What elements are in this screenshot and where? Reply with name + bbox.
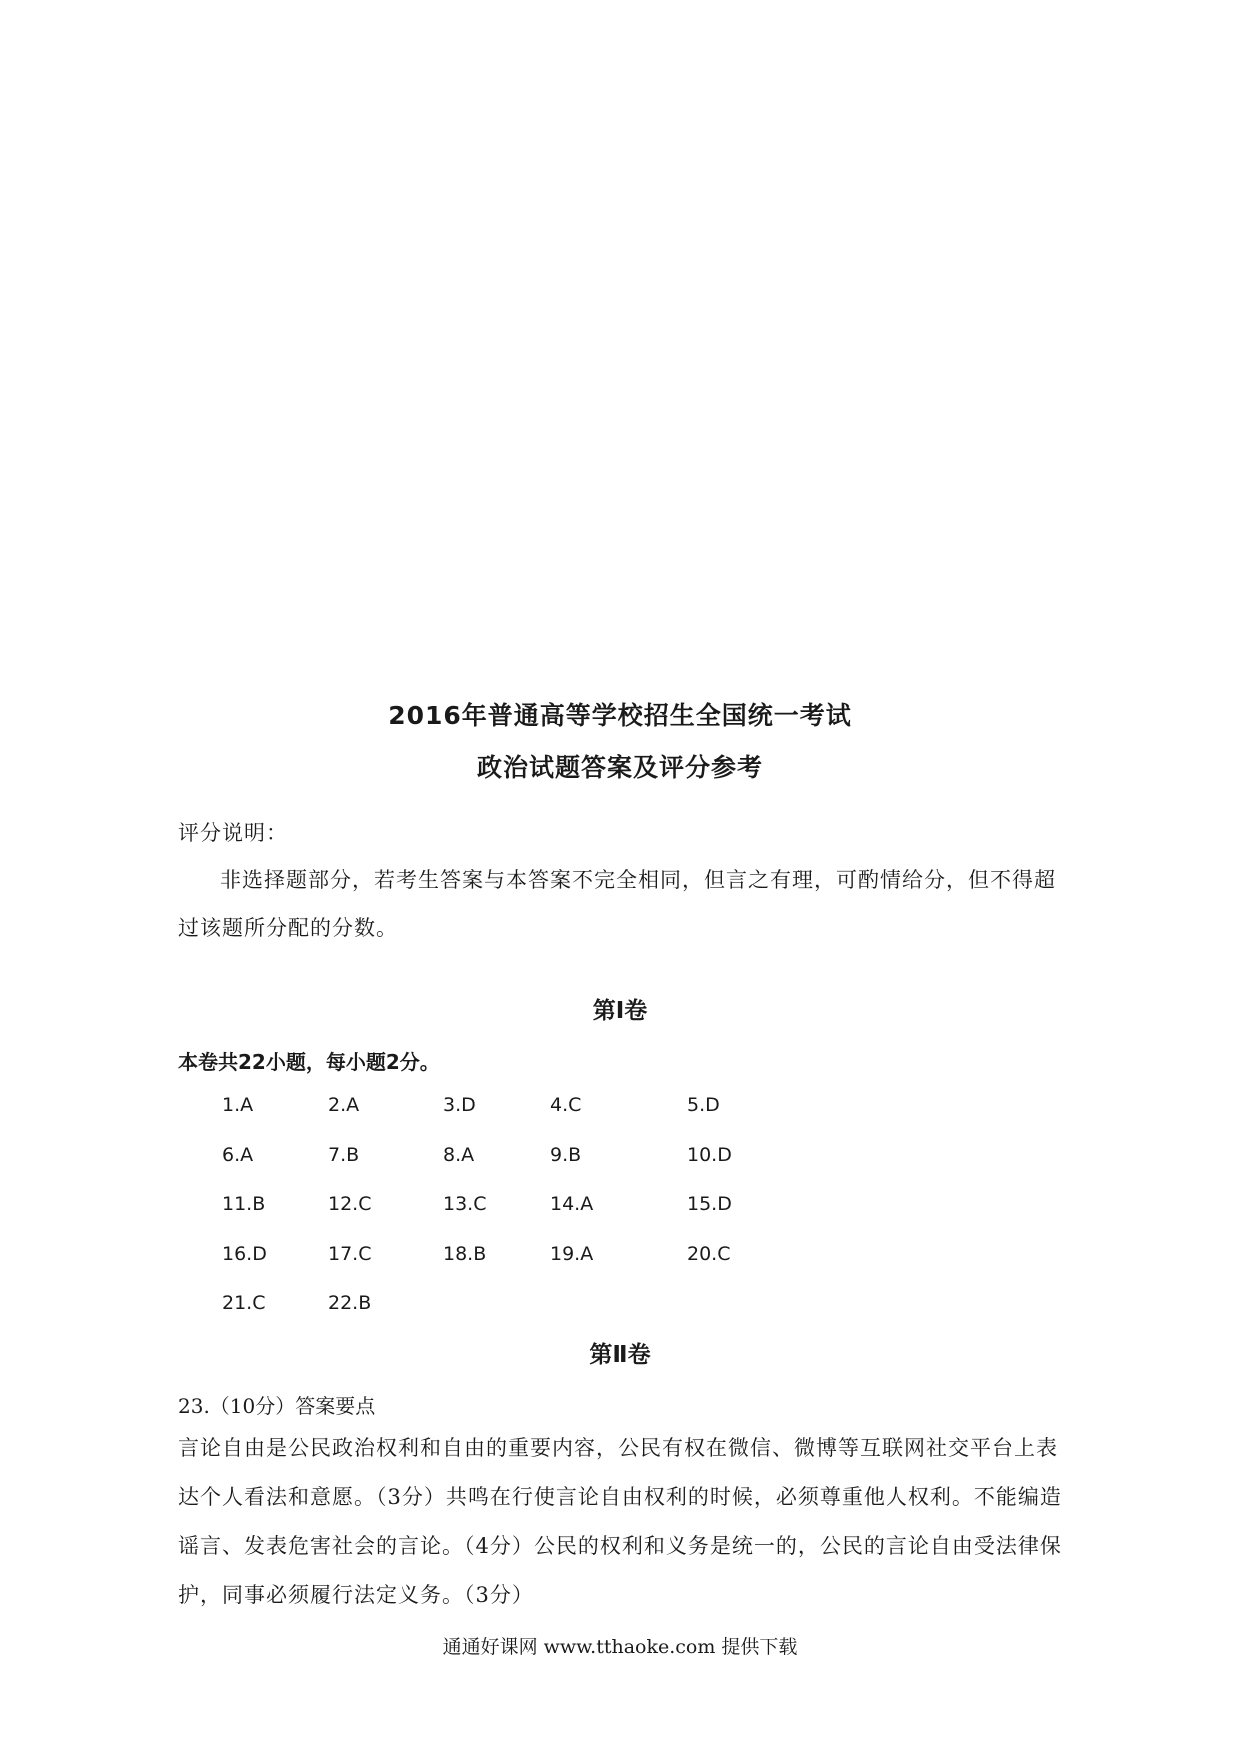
- section-1-note: 本卷共22小题，每小题2分。: [178, 1050, 440, 1074]
- answer-item: 6.A: [222, 1143, 254, 1166]
- answer-item: 3.D: [443, 1094, 476, 1116]
- section-1-title: 第Ⅰ卷: [592, 998, 648, 1024]
- answer-item: 15.D: [687, 1193, 732, 1215]
- answer-item: 9.B: [550, 1143, 582, 1166]
- answer-item: 4.C: [550, 1094, 582, 1116]
- answer-item: 21.C: [222, 1292, 266, 1314]
- answer-item: 20.C: [687, 1242, 731, 1265]
- answer-row: [222, 1144, 1002, 1194]
- answer-grid: [222, 1094, 1002, 1342]
- document-subtitle: 政治试题答案及评分参考: [476, 753, 763, 782]
- answer-item: 13.C: [443, 1193, 487, 1215]
- answer-item: 2.A: [328, 1094, 360, 1116]
- answer-item: 18.B: [443, 1242, 487, 1265]
- question-23-answer: 言论自由是公民政治权利和自由的重要内容，公民有权在微信、微博等互联网社交平台上表达个人看法和意愿。（3分）共鸣在行使言论自由权利的时候，必须尊重他人权利。不能编造谣言、发表危害社会的言论。（4分）公民的权利和义务是统一的，公民的言论自由受法律保护，同事必须履行法定义务。（3分）: [178, 1436, 1062, 1607]
- answer-item: 12.C: [328, 1193, 372, 1215]
- answer-item: 11.B: [222, 1193, 266, 1215]
- answer-item: 5.D: [687, 1094, 720, 1116]
- question-23-header: 23.（10分）答案要点: [178, 1394, 376, 1418]
- scoring-text: 非选择题部分，若考生答案与本答案不完全相同，但言之有理，可酌情给分，但不得超过该题所分配的分数。: [178, 868, 1056, 940]
- document-title: 2016年普通高等学校招生全国统一考试: [388, 701, 852, 730]
- answer-row: [222, 1243, 1002, 1293]
- answer-item: 1.A: [222, 1094, 254, 1116]
- answer-item: 16.D: [222, 1242, 267, 1265]
- scoring-label: 评分说明：: [178, 821, 288, 845]
- section-2-title: 第Ⅱ卷: [589, 1342, 651, 1368]
- answer-item: 8.A: [443, 1143, 475, 1166]
- answer-row: [222, 1193, 1002, 1243]
- footer-watermark: 通通好课网 www.tthaoke.com 提供下载: [442, 1636, 798, 1658]
- answer-row: [222, 1094, 1002, 1144]
- answer-item: 19.A: [550, 1242, 594, 1265]
- answer-row: [222, 1292, 1002, 1342]
- answer-item: 22.B: [328, 1292, 372, 1314]
- answer-item: 10.D: [687, 1143, 732, 1166]
- answer-item: 14.A: [550, 1193, 594, 1215]
- answer-item: 17.C: [328, 1242, 372, 1265]
- answer-item: 7.B: [328, 1143, 360, 1166]
